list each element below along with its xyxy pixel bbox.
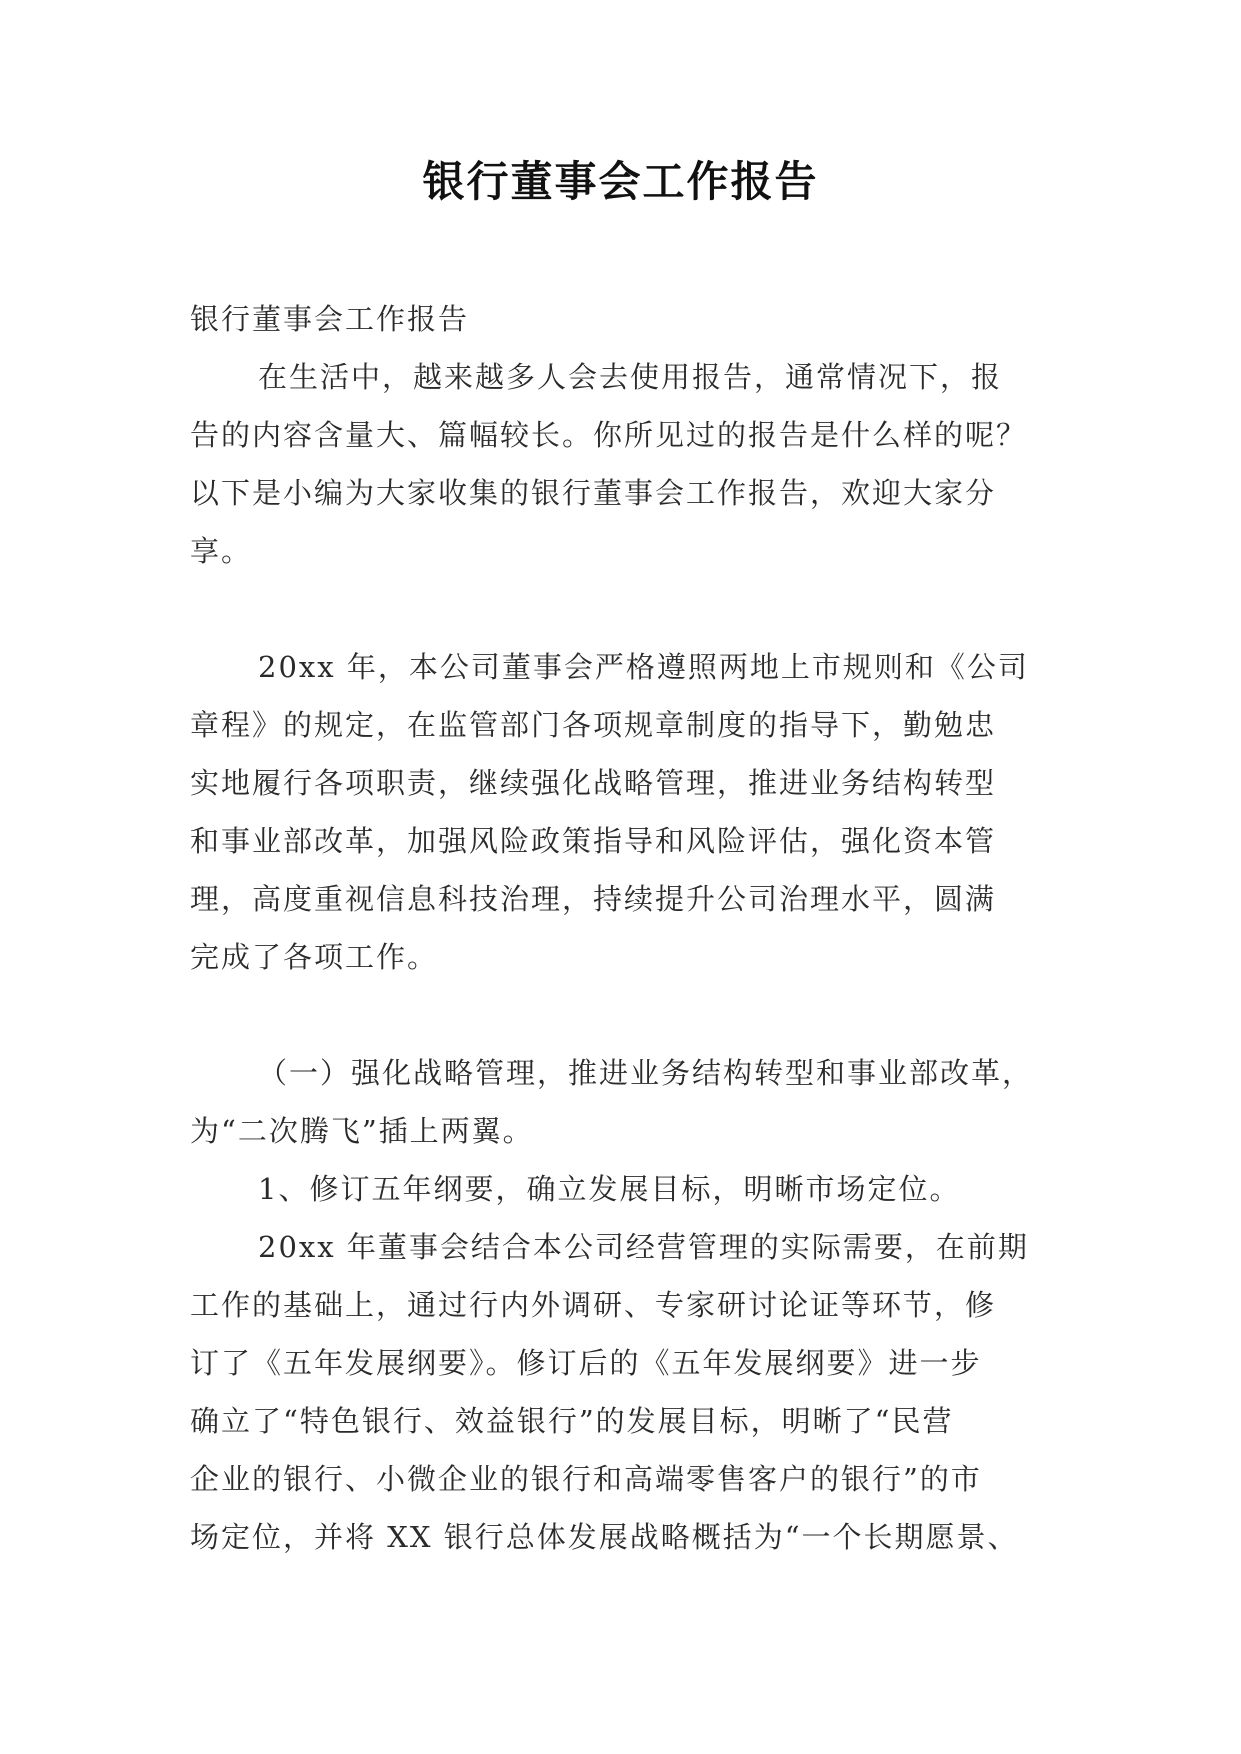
paragraph-line: 和事业部改革，加强风险政策指导和风险评估，强化资本管 [190, 824, 997, 858]
paragraph-line: 工作的基础上，通过行内外调研、专家研讨论证等环节，修 [190, 1288, 997, 1322]
paragraph-gap [190, 986, 1060, 1044]
paragraph-gap [190, 580, 1060, 638]
paragraph-line: 订了《五年发展纲要》。修订后的《五年发展纲要》进一步 [190, 1346, 982, 1380]
paragraph-line: 20xx 年董事会结合本公司经营管理的实际需要，在前期 [258, 1230, 1029, 1264]
document-body [190, 290, 1060, 1566]
paragraph-line: 企业的银行、小微企业的银行和高端零售客户的银行”的市 [190, 1462, 982, 1496]
paragraph-line: 在生活中，越来越多人会去使用报告，通常情况下，报 [258, 360, 1003, 394]
paragraph-line: 以下是小编为大家收集的银行董事会工作报告，欢迎大家分 [190, 476, 997, 510]
paragraph-line: 确立了“特色银行、效益银行”的发展目标，明晰了“民营 [190, 1404, 954, 1438]
paragraph-line: 告的内容含量大、篇幅较长。你所见过的报告是什么样的呢？ [190, 418, 1028, 452]
paragraph-line: 章程》的规定，在监管部门各项规章制度的指导下，勤勉忠 [190, 708, 997, 742]
paragraph-line: 享。 [190, 534, 253, 568]
document-title: 银行董事会工作报告 [422, 157, 819, 206]
paragraph-line: 完成了各项工作。 [190, 940, 439, 974]
section-heading-line: 为“二次腾飞”插上两翼。 [190, 1114, 534, 1148]
section-heading-line: （一）强化战略管理，推进业务结构转型和事业部改革， [258, 1056, 1034, 1090]
paragraph-line: 实地履行各项职责，继续强化战略管理，推进业务结构转型 [190, 766, 997, 800]
subsection-heading-line: 1、修订五年纲要，确立发展目标，明晰市场定位。 [258, 1172, 961, 1206]
paragraph-line: 理，高度重视信息科技治理，持续提升公司治理水平，圆满 [190, 882, 997, 916]
subtitle-line: 银行董事会工作报告 [190, 302, 470, 336]
paragraph-line: 场定位，并将 XX 银行总体发展战略概括为“一个长期愿景、 [190, 1520, 1019, 1554]
paragraph-line: 20xx 年，本公司董事会严格遵照两地上市规则和《公司 [258, 650, 1029, 684]
